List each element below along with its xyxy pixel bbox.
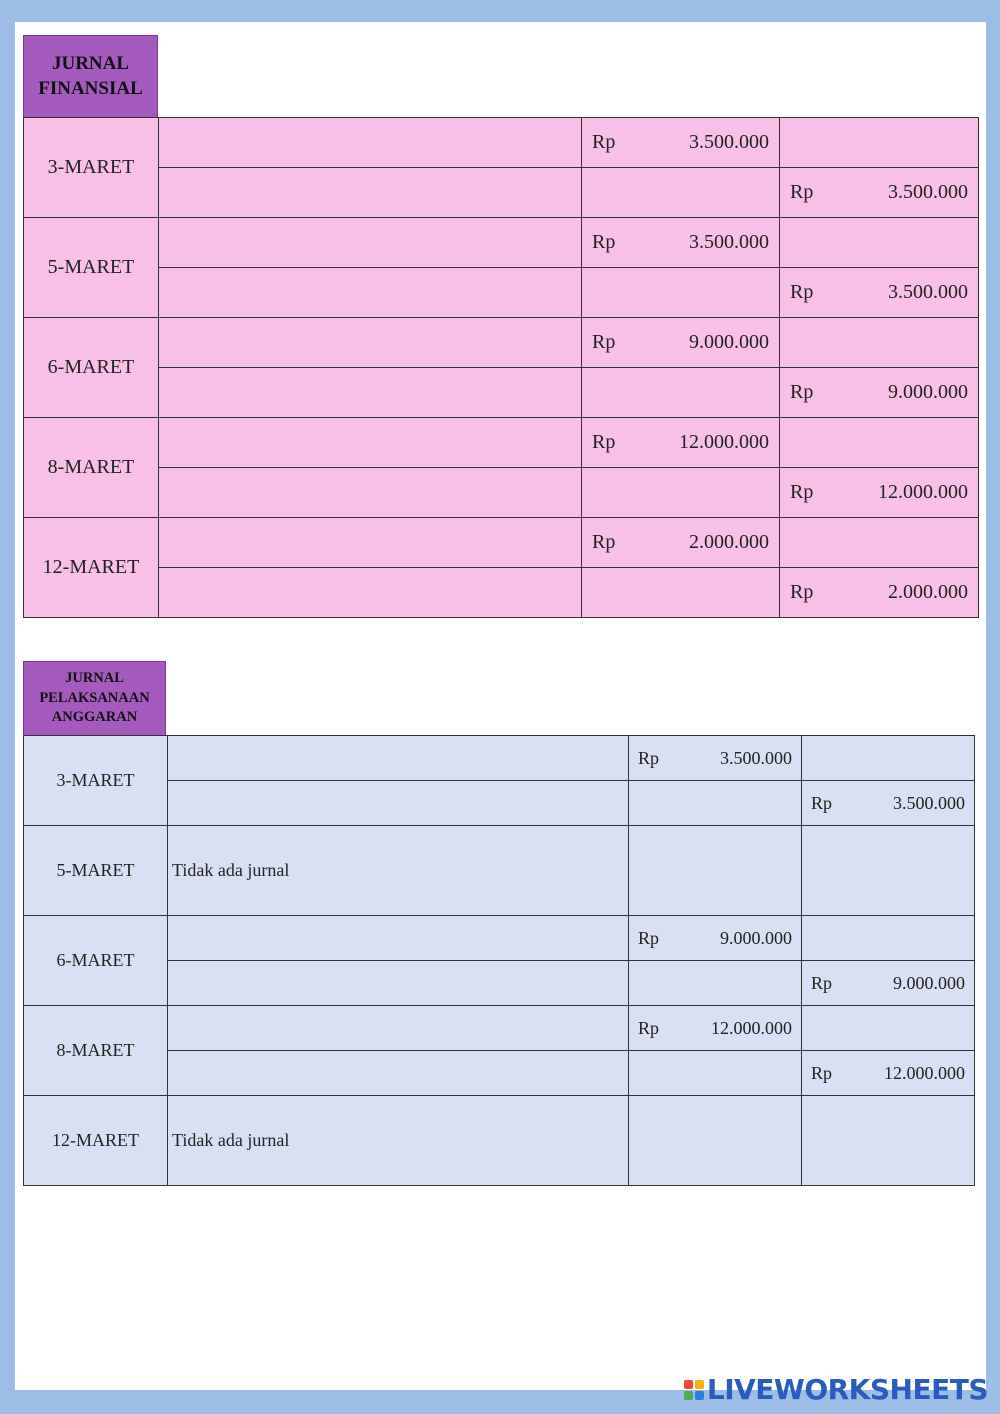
credit-cell [802, 1006, 975, 1051]
debit-cell [582, 218, 780, 268]
currency-label: Rp [811, 972, 833, 993]
debit-cell [582, 268, 780, 318]
account-cell [159, 468, 582, 518]
currency-label: Rp [811, 792, 833, 813]
currency-label: Rp [638, 747, 660, 768]
debit-value: 3.500.000 [720, 747, 792, 768]
debit-cell [582, 118, 780, 168]
currency-label: Rp [592, 231, 616, 253]
credit-amount [780, 581, 978, 604]
account-cell [168, 1051, 629, 1096]
credit-cell [780, 318, 979, 368]
no-journal-note: Tidak ada jurnal [168, 826, 629, 916]
credit-value: 3.500.000 [888, 181, 968, 203]
journal-row-credit [24, 368, 979, 418]
debit-cell [629, 916, 802, 961]
account-cell [159, 218, 582, 268]
credit-amount [780, 381, 978, 404]
credit-cell [780, 418, 979, 468]
debit-value: 9.000.000 [720, 927, 792, 948]
date-cell: 8-MARET [24, 418, 159, 518]
journal-row-debit [24, 736, 975, 781]
date-cell: 6-MARET [24, 916, 168, 1006]
account-cell [168, 916, 629, 961]
journal-row-empty [24, 1096, 975, 1186]
debit-value: 12.000.000 [679, 431, 769, 453]
jurnal-pelaksanaan-title [23, 661, 166, 736]
credit-cell [780, 168, 979, 218]
debit-value: 9.000.000 [689, 331, 769, 353]
jurnal-finansial-table [23, 117, 979, 618]
debit-cell [582, 568, 780, 618]
credit-value: 12.000.000 [878, 481, 968, 503]
debit-amount [582, 231, 779, 254]
debit-cell [629, 1006, 802, 1051]
debit-cell [629, 826, 802, 916]
jurnal-pelaksanaan-body [24, 736, 975, 1186]
credit-amount [802, 973, 974, 994]
currency-label: Rp [790, 581, 814, 603]
title-line: PELAKSANAAN [39, 689, 150, 706]
credit-cell [802, 1096, 975, 1186]
account-cell [168, 781, 629, 826]
debit-cell [629, 781, 802, 826]
currency-label: Rp [592, 431, 616, 453]
journal-row-credit [24, 168, 979, 218]
currency-label: Rp [811, 1062, 833, 1083]
logo-mark-square [695, 1391, 704, 1400]
logo-text: LIVEWORKSHEETS [706, 1373, 988, 1406]
journal-row-debit [24, 318, 979, 368]
debit-cell [582, 468, 780, 518]
journal-row-empty [24, 826, 975, 916]
currency-label: Rp [638, 1017, 660, 1038]
currency-label: Rp [790, 181, 814, 203]
credit-amount [780, 181, 978, 204]
debit-amount [629, 928, 801, 949]
date-cell: 6-MARET [24, 318, 159, 418]
journal-row-debit [24, 418, 979, 468]
date-cell: 8-MARET [24, 1006, 168, 1096]
account-cell [159, 418, 582, 468]
credit-amount [780, 281, 978, 304]
currency-label: Rp [790, 481, 814, 503]
logo-mark-square [695, 1380, 704, 1389]
credit-cell [802, 826, 975, 916]
title-line: JURNAL [65, 670, 124, 687]
currency-label: Rp [790, 381, 814, 403]
account-cell [159, 368, 582, 418]
date-cell: 3-MARET [24, 118, 159, 218]
journal-row-credit [24, 268, 979, 318]
credit-cell [780, 368, 979, 418]
journal-row-debit [24, 218, 979, 268]
debit-cell [582, 368, 780, 418]
debit-cell [629, 1096, 802, 1186]
title-line: FINANSIAL [38, 77, 143, 99]
credit-value: 9.000.000 [888, 381, 968, 403]
currency-label: Rp [790, 281, 814, 303]
liveworksheets-logo [684, 1373, 988, 1406]
currency-label: Rp [592, 531, 616, 553]
credit-value: 12.000.000 [884, 1062, 965, 1083]
account-cell [168, 1006, 629, 1051]
worksheet-page [15, 22, 986, 1390]
credit-cell [780, 218, 979, 268]
date-cell: 5-MARET [24, 218, 159, 318]
debit-amount [582, 331, 779, 354]
debit-amount [629, 748, 801, 769]
credit-value: 3.500.000 [893, 792, 965, 813]
account-cell [159, 318, 582, 368]
debit-value: 2.000.000 [689, 531, 769, 553]
credit-cell [802, 781, 975, 826]
debit-amount [582, 531, 779, 554]
debit-cell [582, 418, 780, 468]
journal-row-debit [24, 118, 979, 168]
account-cell [159, 118, 582, 168]
debit-value: 3.500.000 [689, 131, 769, 153]
debit-cell [582, 518, 780, 568]
credit-cell [780, 518, 979, 568]
jurnal-finansial-body [24, 118, 979, 618]
credit-cell [802, 1051, 975, 1096]
no-journal-note: Tidak ada jurnal [168, 1096, 629, 1186]
credit-cell [780, 268, 979, 318]
title-line: JURNAL [51, 52, 130, 74]
credit-cell [802, 916, 975, 961]
credit-cell [802, 961, 975, 1006]
journal-row-debit [24, 1006, 975, 1051]
debit-amount [582, 431, 779, 454]
journal-row-debit [24, 916, 975, 961]
currency-label: Rp [592, 331, 616, 353]
debit-cell [582, 168, 780, 218]
credit-cell [780, 468, 979, 518]
account-cell [159, 168, 582, 218]
date-cell: 5-MARET [24, 826, 168, 916]
account-cell [159, 268, 582, 318]
currency-label: Rp [638, 927, 660, 948]
credit-cell [802, 736, 975, 781]
credit-value: 3.500.000 [888, 281, 968, 303]
account-cell [168, 961, 629, 1006]
date-cell: 12-MARET [24, 1096, 168, 1186]
credit-value: 9.000.000 [893, 972, 965, 993]
logo-mark-icon [684, 1380, 704, 1400]
debit-cell [629, 1051, 802, 1096]
account-cell [159, 568, 582, 618]
debit-cell [629, 961, 802, 1006]
credit-amount [780, 481, 978, 504]
account-cell [159, 518, 582, 568]
date-cell: 3-MARET [24, 736, 168, 826]
debit-amount [582, 131, 779, 154]
currency-label: Rp [592, 131, 616, 153]
debit-cell [582, 318, 780, 368]
date-cell: 12-MARET [24, 518, 159, 618]
debit-cell [629, 736, 802, 781]
journal-row-credit [24, 468, 979, 518]
jurnal-finansial-title [23, 35, 158, 118]
logo-mark-square [684, 1380, 693, 1389]
jurnal-pelaksanaan-table [23, 735, 975, 1186]
credit-amount [802, 793, 974, 814]
title-line: ANGGARAN [51, 709, 138, 726]
journal-row-debit [24, 518, 979, 568]
credit-cell [780, 568, 979, 618]
credit-cell [780, 118, 979, 168]
account-cell [168, 736, 629, 781]
debit-value: 12.000.000 [711, 1017, 792, 1038]
credit-amount [802, 1063, 974, 1084]
logo-mark-square [684, 1391, 693, 1400]
credit-value: 2.000.000 [888, 581, 968, 603]
debit-value: 3.500.000 [689, 231, 769, 253]
journal-row-credit [24, 568, 979, 618]
debit-amount [629, 1018, 801, 1039]
